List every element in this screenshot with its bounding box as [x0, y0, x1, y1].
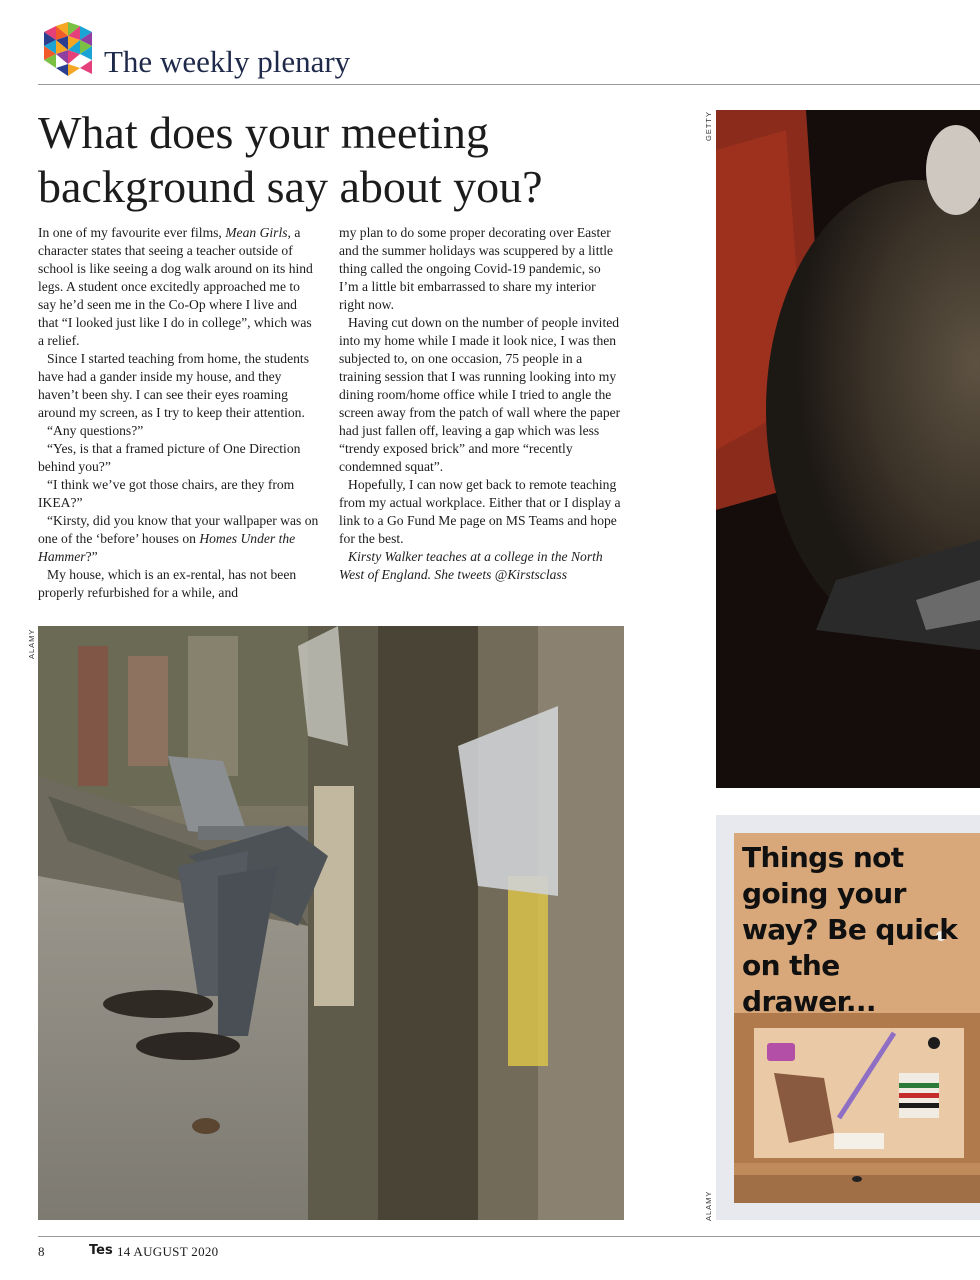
footer-divider [38, 1236, 980, 1237]
issue-date: 14 AUGUST 2020 [117, 1244, 219, 1259]
paragraph: “Yes, is that a framed picture of One Direction behind you?” [38, 441, 301, 474]
film-title: Mean Girls [225, 225, 288, 240]
paragraph: “Kirsty, did you know that your wallpaper was on one of the ‘before’ houses on Homes Under the Hammer?” [38, 513, 319, 564]
page-number: 8 [38, 1244, 45, 1259]
paragraph: my plan to do some proper decorating over Easter and the summer holidays was scuppered by a little thing called the ongoing Covid-19 pandemic, so I’m a little bit embarrassed to share my interior right now. [339, 225, 614, 312]
alley-laptop-photo [38, 626, 624, 1220]
headline-line-2: background say about you? [38, 161, 543, 212]
paragraph: In one of my favourite ever films, Mean Girls, a character states that seeing a teacher outside of school is like seeing a dog walk around on its hind legs. A student once excitedly approached me to say he’d seen me in the Co-Op where I live and that “I looked just like I do in college”, which was a relief. [38, 225, 313, 348]
article-headline [38, 106, 638, 214]
author-byline: Kirsty Walker teaches at a college in the North West of England. She tweets @Kirstsclass [339, 549, 603, 582]
headline-line-1: What does your meeting [38, 107, 489, 158]
article-column-1 [38, 224, 320, 602]
header-divider [38, 84, 980, 85]
show-title: Homes Under the Hammer [38, 531, 296, 564]
paragraph: Since I started teaching from home, the students have had a gander inside my house, and they haven’t been shy. I can see their eyes roaming around my screen, as I try to keep their attention. [38, 351, 309, 420]
photo-credit: GETTY [704, 110, 713, 141]
cat-laptop-photo [716, 110, 980, 788]
paragraph: Having cut down on the number of people invited into my home while I made it look nice, I was then subjected to, on one occasion, 75 people in a training session that I was running looking into my dining room/home office while I tried to angle the screen away from the patch of wall where the paper had just fallen off, leaving a gap which was less “trendy exposed brick” and more “recently condemned squat”. [339, 315, 621, 474]
paragraph: “Any questions?” [47, 423, 144, 438]
article-column-2 [339, 224, 623, 584]
section-title: The weekly plenary [104, 44, 351, 79]
paragraph: “I think we’ve got those chairs, are they from IKEA?” [38, 477, 295, 510]
promo-heading: Things not going your way? Be quick on the drawer... [742, 841, 958, 1018]
photo-credit: ALAMY [704, 1190, 713, 1221]
paragraph: Hopefully, I can now get back to remote teaching from my actual workplace. Either that or I display a link to a Go Fund Me page on MS Teams and hope for the best. [339, 477, 621, 546]
publication-brand: Tes [89, 1243, 113, 1258]
paragraph: My house, which is an ex-rental, has not been properly refurbished for a while, and [38, 567, 297, 600]
photo-credit: ALAMY [27, 628, 36, 659]
publication-logo-icon [38, 20, 96, 78]
